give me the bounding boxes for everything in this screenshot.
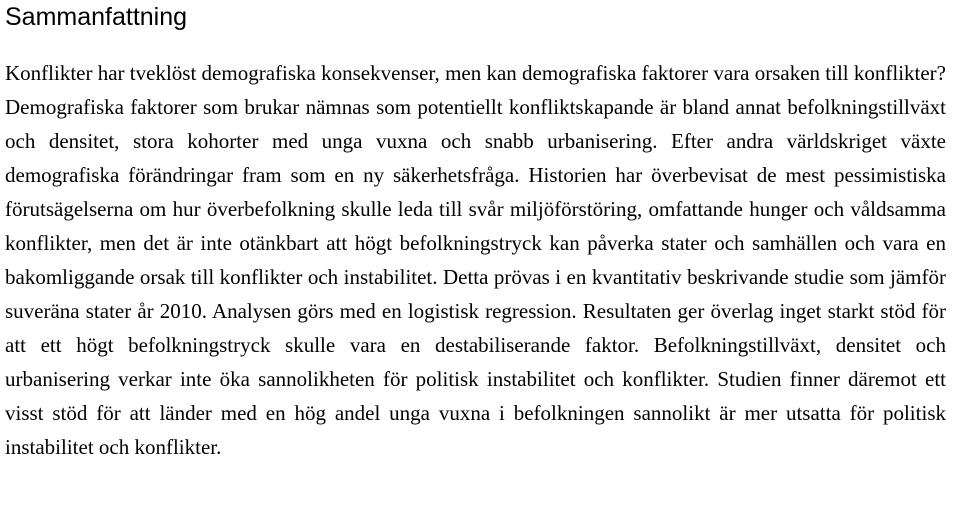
- section-heading: Sammanfattning: [5, 3, 188, 31]
- abstract-paragraph: Konflikter har tveklöst demografiska konsekvenser, men kan demografiska faktorer vara orsaken till konflikter? Demografiska faktorer som brukar nämnas som potentiellt konfliktskapande är bland annat befolkningstillväxt och densitet, stora kohorter med unga vuxna och snabb urbanisering. Efter andra världskriget växte demografiska förändringar fram som en ny säkerhetsfråga. Historien har överbevisat de mest pessimistiska förutsägelserna om hur överbefolkning skulle leda till svår miljöförstöring, omfattande hunger och våldsamma konflikter, men det är inte otänkbart att högt befolkningstryck kan påverka stater och samhällen och vara en bakomliggande orsak till konflikter och instabilitet. Detta prövas i en kvantitativ beskrivande studie som jämför suveräna stater år 2010. Analysen görs med en logistisk regression. Resultaten ger överlag inget starkt stöd för att ett högt befolkningstryck skulle vara en destabiliserande faktor. Befolkningstillväxt, densitet och urbanisering verkar inte öka sannolikheten för politisk instabilitet och konflikter. Studien finner däremot ett visst stöd för att länder med en hög andel unga vuxna i befolkningen sannolikt är mer utsatta för politisk instabilitet och konflikter.: [5, 61, 946, 459]
